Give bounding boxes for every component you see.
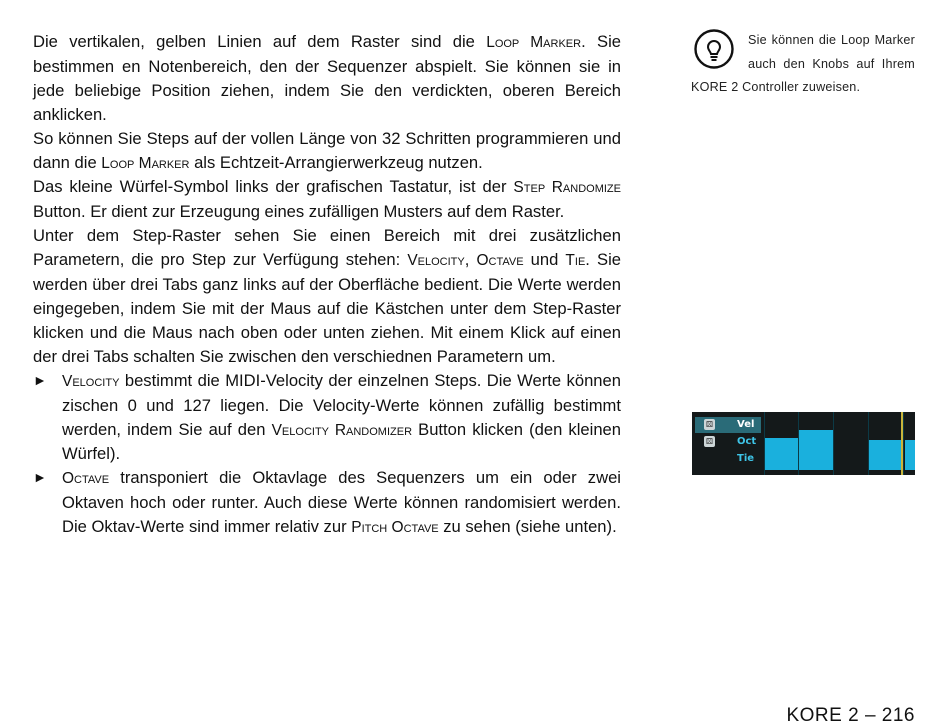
text: transponiert die Oktavlage des Sequenzers um ein oder zwei Oktaven hoch oder runter. Auch diese Werte können randomisiert werden. Die Oktav-Werte sind immer relativ zur	[62, 468, 621, 537]
velocity-bar[interactable]	[905, 440, 915, 470]
text: und	[523, 250, 566, 270]
text: . Sie bestimmen en Notenbereich, den der Sequenzer abspielt. Sie können sie in jede beliebige Position ziehen, indem Sie den verdickten, oberen Bereich anklicken.	[33, 32, 621, 124]
dice-icon[interactable]: ⚄	[704, 419, 715, 430]
text: ,	[464, 250, 477, 270]
term-velocity: Velocity	[407, 252, 465, 270]
loop-marker[interactable]	[901, 412, 903, 475]
bullet-velocity	[33, 369, 621, 467]
page-number: KORE 2 – 216	[786, 705, 915, 726]
term-octave: Octave	[62, 470, 110, 488]
lightbulb-icon	[694, 29, 734, 69]
tip-box	[691, 29, 915, 100]
tab-octave[interactable]	[695, 434, 761, 450]
tab-label: Oct	[737, 436, 757, 447]
bullet-octave	[33, 466, 621, 540]
tab-label: Tie	[737, 453, 755, 464]
bullet-arrow-icon: ►	[33, 371, 47, 388]
paragraph-steps	[33, 127, 621, 176]
term-octave: Octave	[476, 252, 524, 270]
text: Die vertikalen, gelben Linien auf dem Raster sind die	[33, 32, 487, 51]
dice-icon[interactable]: ⚄	[704, 436, 715, 447]
step-grid[interactable]	[764, 412, 915, 475]
text: bestimmt die MIDI-Velocity der einzelnen Steps. Die Werte können zischen 0 und 127 liegen. Die Velocity-Werte können zufällig bestimmt werden, indem Sie auf den	[62, 370, 621, 439]
velocity-bar[interactable]	[799, 430, 833, 470]
term-velocity: Velocity	[62, 372, 120, 390]
sequencer-screenshot	[692, 412, 915, 475]
term-velocity-randomizer: Velocity Randomizer	[271, 421, 413, 439]
paragraph-loop-marker	[33, 30, 621, 127]
parameter-tabs	[695, 417, 761, 468]
text: Das kleine Würfel-Symbol links der grafischen Tastatur, ist der	[33, 177, 514, 197]
main-text	[33, 30, 621, 540]
paragraph-parameters	[33, 224, 621, 368]
text: So können Sie Steps auf der vollen Länge von 32 Schritten programmieren und dann die	[33, 128, 621, 172]
text: zu sehen (siehe unten).	[438, 517, 617, 537]
term-loop-marker: Loop Marker	[486, 34, 582, 51]
text: Button. Er dient zur Erzeugung eines zufälligen Musters auf dem Raster.	[33, 202, 565, 222]
velocity-bar[interactable]	[765, 438, 798, 470]
bullet-arrow-icon: ►	[33, 469, 47, 486]
tab-label: Vel	[737, 419, 755, 430]
paragraph-step-randomize	[33, 175, 621, 224]
term-tie: Tie	[565, 252, 586, 270]
tab-tie[interactable]	[695, 451, 761, 467]
grid-line	[903, 412, 904, 475]
grid-line	[833, 412, 834, 475]
term-pitch-octave: Pitch Octave	[351, 519, 439, 537]
tab-velocity[interactable]	[695, 417, 761, 433]
text: Button klicken (den kleinen Würfel).	[62, 419, 621, 464]
term-step-randomize: Step Randomize	[513, 179, 621, 197]
text: als Echtzeit-Arrangierwerkzeug nutzen.	[189, 152, 483, 172]
velocity-bar[interactable]	[869, 440, 903, 470]
text: . Sie werden über drei Tabs ganz links auf der Oberfläche bedient. Die Werte werden eingegeben, indem Sie mit der Maus auf die Kästchen unter dem Step-Raster klicken und die Maus nach oben oder unten ziehen. Mit einem Klick auf einen der drei Tabs schalten Sie zwischen den verschiednen Parametern um.	[33, 250, 621, 366]
text: Unter dem Step-Raster sehen Sie einen Bereich mit drei zusätzlichen Parametern, die pro Step zur Verfügung stehen:	[33, 226, 621, 270]
tip-text: Sie können die Loop Marker auch den Knobs auf Ihrem KORE 2 Controller zuweisen.	[691, 33, 915, 95]
term-loop-marker: Loop Marker	[101, 154, 190, 172]
